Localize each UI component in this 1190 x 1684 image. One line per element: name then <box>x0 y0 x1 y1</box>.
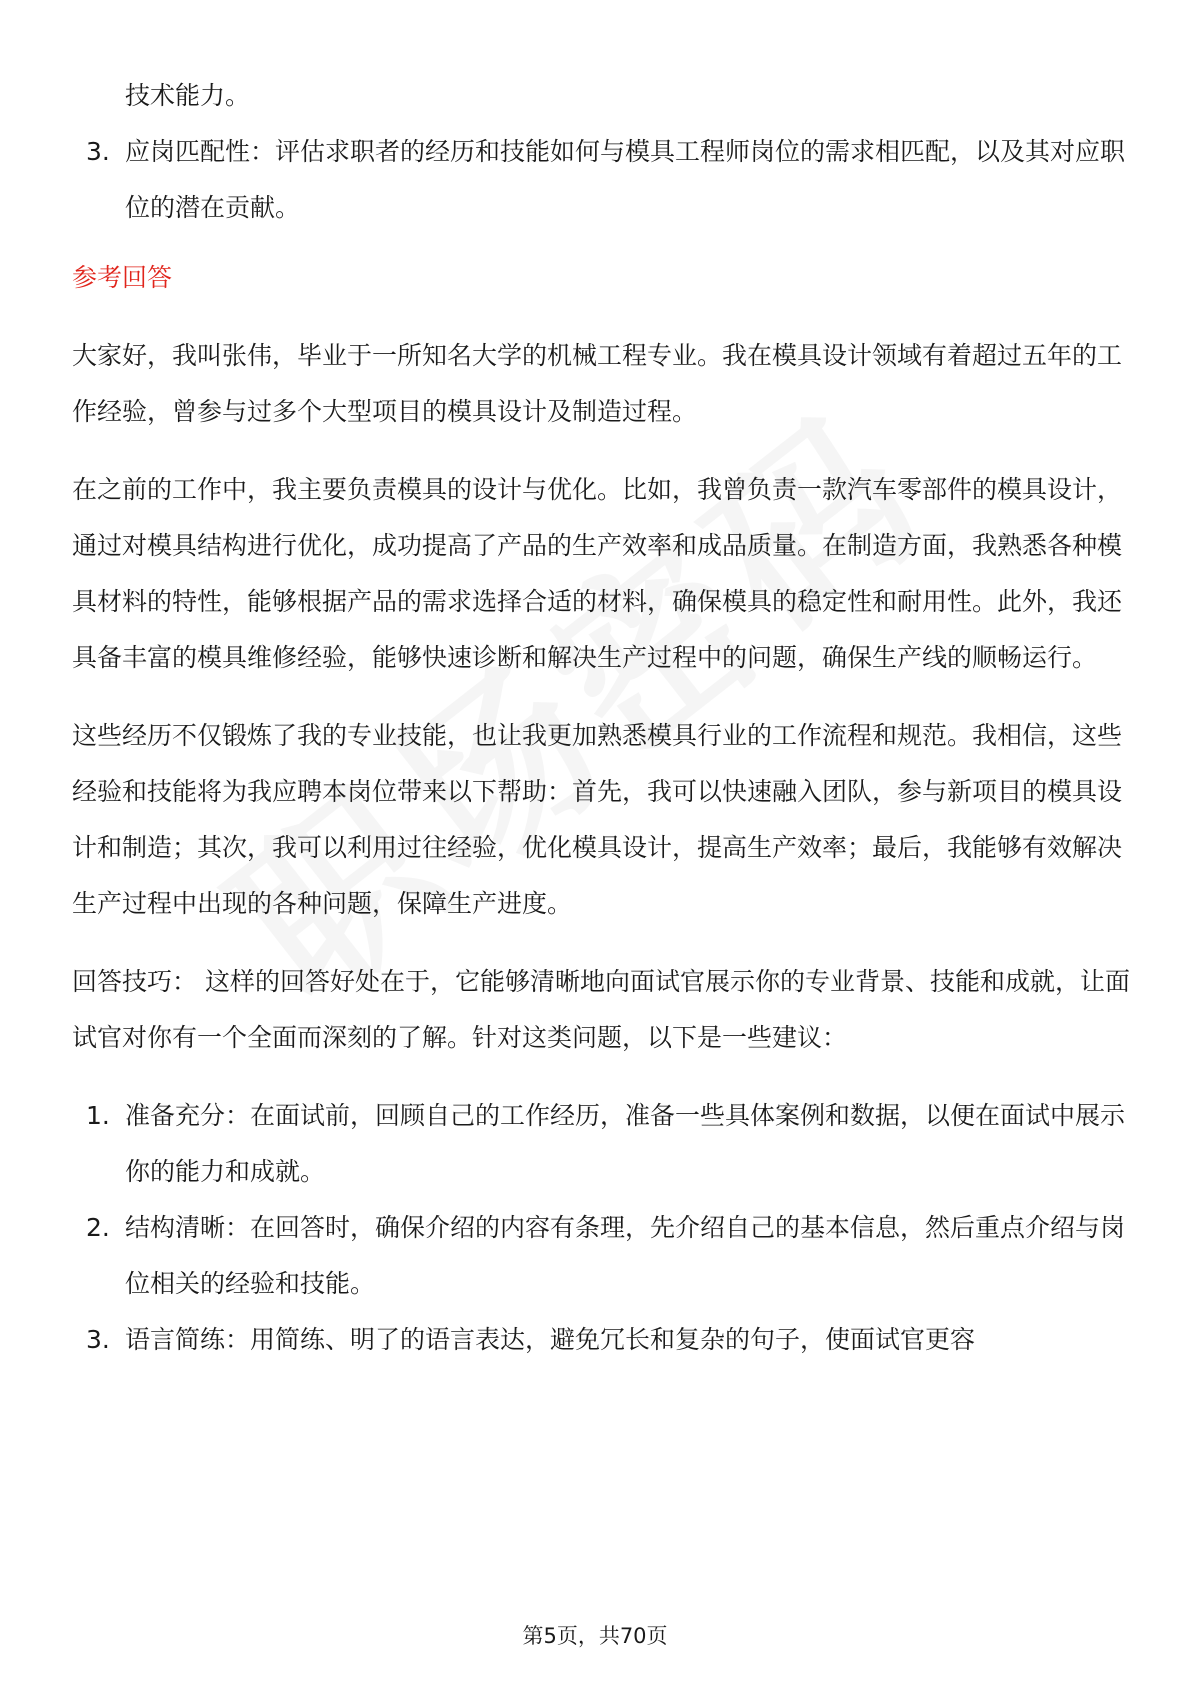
list-item-continuation: 技术能力。 <box>125 81 251 110</box>
list-item-text: 语言简练：用简练、明了的语言表达，避免冗长和复杂的句子，使面试官更容 <box>125 1325 976 1354</box>
list-item-text: 结构清晰：在回答时，确保介绍的内容有条理，先介绍自己的基本信息，然后重点介绍与岗位相关的经验和技能。 <box>125 1213 1126 1298</box>
list-item <box>72 1088 1132 1200</box>
list-item <box>72 124 1132 236</box>
page-content <box>72 68 1132 1368</box>
answer-paragraph-intro: 大家好，我叫张伟，毕业于一所知名大学的机械工程专业。我在模具设计领域有着超过五年的工作经验，曾参与过多个大型项目的模具设计及制造过程。 <box>72 341 1123 426</box>
list-item-text: 应岗匹配性：评估求职者的经历和技能如何与模具工程师岗位的需求相匹配，以及其对应职位的潜在贡献。 <box>125 137 1126 222</box>
page-number: 第5页，共70页 <box>522 1624 668 1648</box>
list-item-number: 2. <box>86 1213 110 1242</box>
answer-paragraph-experience: 在之前的工作中，我主要负责模具的设计与优化。比如，我曾负责一款汽车零部件的模具设计，通过对模具结构进行优化，成功提高了产品的生产效率和成品质量。在制造方面，我熟悉各种模具材料的特性，能够根据产品的需求选择合适的材料，确保模具的稳定性和耐用性。此外，我还具备丰富的模具维修经验，能够快速诊断和解决生产过程中的问题，确保生产线的顺畅运行。 <box>72 475 1123 672</box>
section-heading: 参考回答 <box>72 263 173 292</box>
list-item-number: 1. <box>86 1101 110 1130</box>
list-item-number: 3. <box>86 137 110 166</box>
list-item <box>72 1200 1132 1312</box>
answer-paragraph-value: 这些经历不仅锻炼了我的专业技能，也让我更加熟悉模具行业的工作流程和规范。我相信，这些经验和技能将为我应聘本岗位带来以下帮助：首先，我可以快速融入团队，参与新项目的模具设计和制造；其次，我可以利用过往经验，优化模具设计，提高生产效率；最后，我能够有效解决生产过程中出现的各种问题，保障生产进度。 <box>72 721 1123 918</box>
answer-tips-paragraph: 回答技巧： 这样的回答好处在于，它能够清晰地向面试官展示你的专业背景、技能和成就，让面试官对你有一个全面而深刻的了解。针对这类问题，以下是一些建议： <box>72 967 1130 1052</box>
list-item-number: 3. <box>86 1325 110 1354</box>
tips-list <box>72 1088 1132 1368</box>
criteria-list <box>72 124 1132 236</box>
list-item <box>72 1312 1132 1368</box>
list-item-text: 准备充分：在面试前，回顾自己的工作经历，准备一些具体案例和数据，以便在面试中展示你的能力和成就。 <box>125 1101 1126 1186</box>
